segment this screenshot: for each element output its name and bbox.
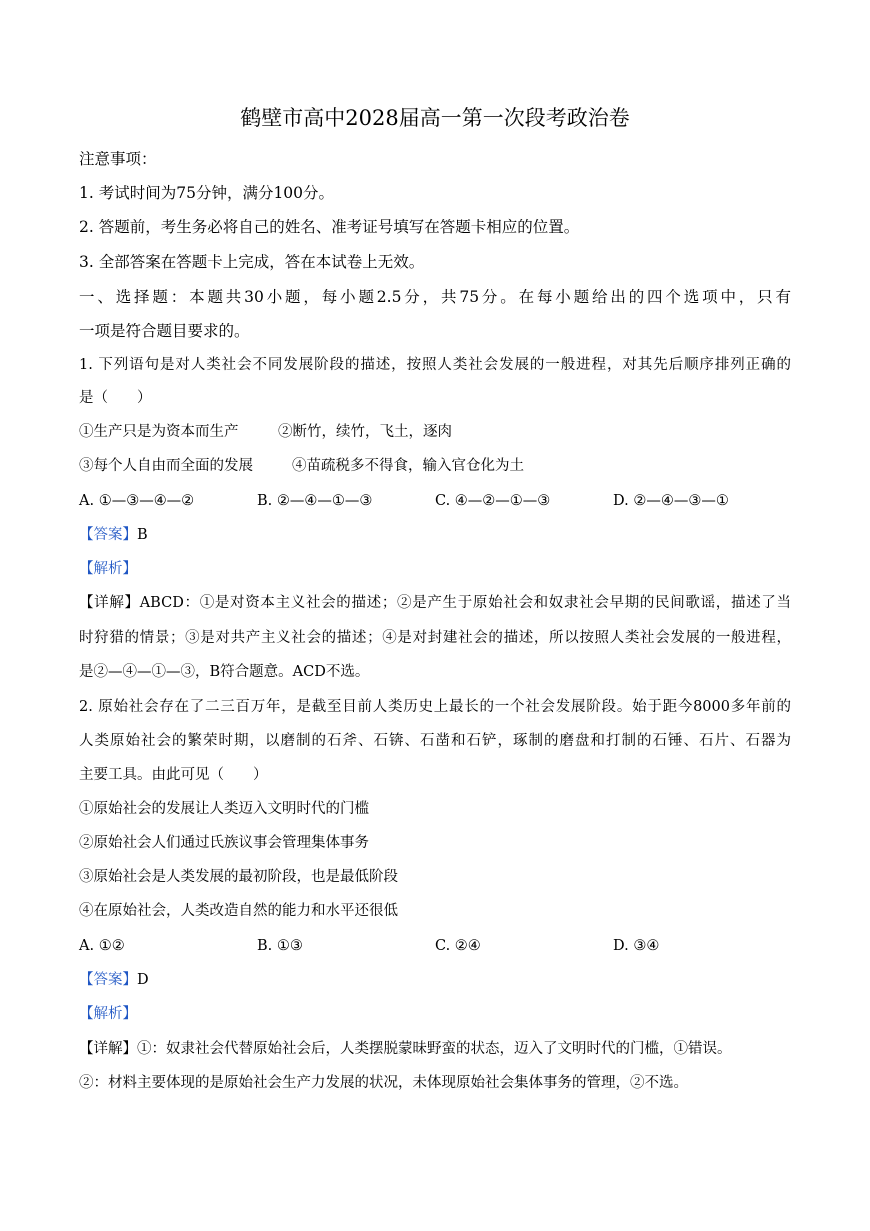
q1-option-d: D. ②—④—③—① [613,493,729,509]
q1-statement-1: ①生产只是为资本而生产 [79,424,239,440]
q1-option-a: A. ①—③—④—② [79,493,195,509]
q2-option-b: B. ①③ [257,938,303,954]
notice-item-1: 1. 考试时间为75分钟，满分100分。 [79,184,335,202]
answer-value: D [137,972,149,988]
q1-statement-2: ②断竹，续竹，飞土，逐肉 [278,424,452,440]
section-heading-line1: 一、选择题：本题共30小题，每小题2.5分，共75分。在每小题给出的四个选项中，只有 [79,288,791,306]
q1-stem-line1: 1. 下列语句是对人类社会不同发展阶段的描述，按照人类社会发展的一般进程，对其先后顺序排列正确的 [79,357,791,373]
answer-value: B [137,527,148,543]
q2-detail-line1: 【详解】①：奴隶社会代替原始社会后，人类摆脱蒙昧野蛮的状态，迈入了文明时代的门槛，①错误。 [79,1041,732,1057]
q2-stem-line2: 人类原始社会的繁荣时期，以磨制的石斧、石锛、石凿和石铲，琢制的磨盘和打制的石锤、石片、石器为 [79,733,791,749]
q1-detail-line1: 【详解】ABCD：①是对资本主义社会的描述；②是产生于原始社会和奴隶社会早期的民间歌谣，描述了当 [79,595,791,611]
q1-analysis-label: 【解析】 [79,561,137,577]
q2-analysis-label: 【解析】 [79,1006,137,1022]
notice-heading: 注意事项： [79,150,157,168]
q2-option-c: C. ②④ [435,938,481,954]
answer-label: 【答案】 [79,527,137,543]
notice-item-2: 2. 答题前，考生务必将自己的姓名、准考证号填写在答题卡相应的位置。 [79,218,580,236]
q1-answer [79,524,148,546]
q1-stem-line2: 是（ ） [79,390,152,406]
q1-option-c: C. ④—②—①—③ [435,493,551,509]
q2-stem-line1: 2. 原始社会存在了二三百万年，是截至目前人类历史上最长的一个社会发展阶段。始于距今8000多年前的 [79,699,791,715]
notice-item-3: 3. 全部答案在答题卡上完成，答在本试卷上无效。 [79,253,425,271]
q2-statement-3: ③原始社会是人类发展的最初阶段，也是最低阶段 [79,869,398,885]
q1-option-b: B. ②—④—①—③ [257,493,373,509]
q1-detail-line3: 是②—④—①—③，B符合题意。ACD不选。 [79,664,370,680]
q2-option-a: A. ①② [79,938,125,954]
q2-detail-line2: ②：材料主要体现的是原始社会生产力发展的状况，未体现原始社会集体事务的管理，②不选。 [79,1075,688,1091]
q2-statement-2: ②原始社会人们通过氏族议事会管理集体事务 [79,835,369,851]
q2-answer [79,969,149,991]
exam-title: 鹤壁市高中2028届高一第一次段考政治卷 [240,106,630,130]
q2-statement-4: ④在原始社会，人类改造自然的能力和水平还很低 [79,903,398,919]
section-heading-line2: 一项是符合题目要求的。 [79,322,250,340]
q2-statement-1: ①原始社会的发展让人类迈入文明时代的门槛 [79,801,369,817]
answer-label: 【答案】 [79,972,137,988]
q1-statement-3: ③每个人自由而全面的发展 [79,458,253,474]
q1-statement-4: ④苗疏税多不得食，输入官仓化为土 [292,458,524,474]
q2-stem-line3: 主要工具。由此可见（ ） [79,767,268,783]
q1-detail-line2: 时狩猎的情景；③是对共产主义社会的描述；④是对封建社会的描述，所以按照人类社会发展的一般进程， [79,630,791,646]
q2-option-d: D. ③④ [613,938,660,954]
